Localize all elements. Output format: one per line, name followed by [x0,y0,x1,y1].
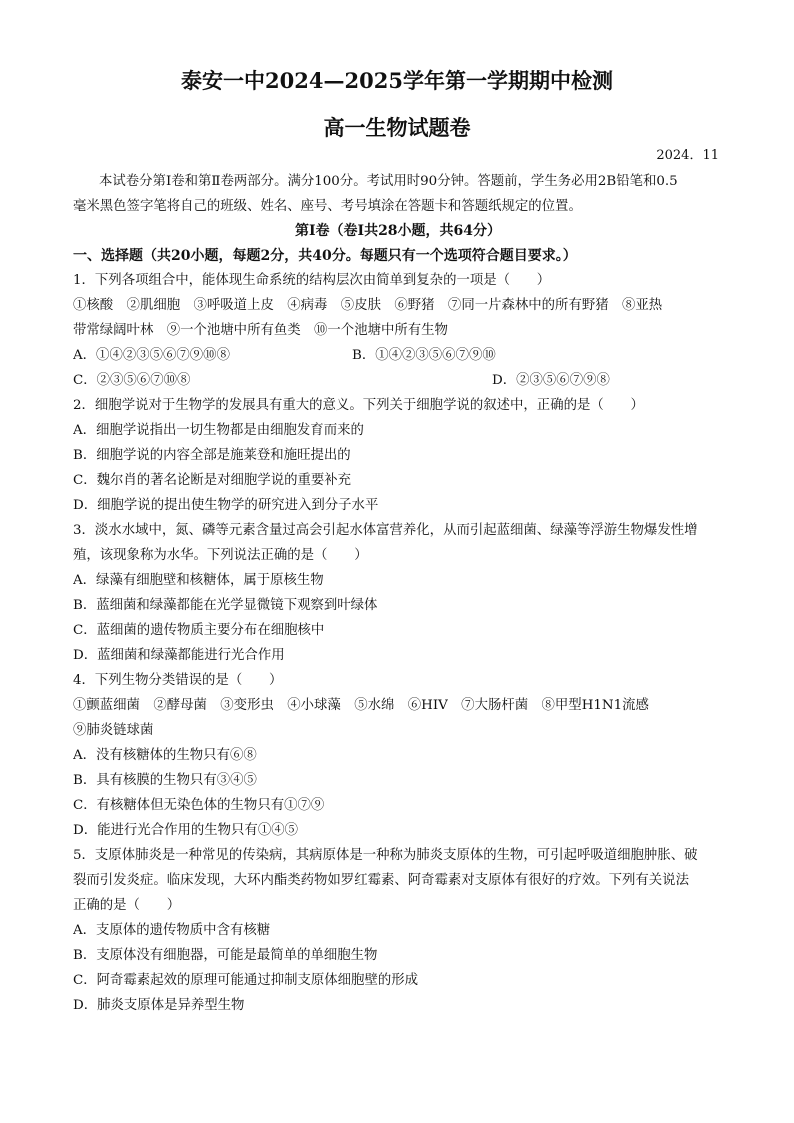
q4-option-d: D．能进行光合作用的生物只有①④⑤ [73,823,298,838]
exam-date: 2024．11 [656,148,719,163]
q5-stem-line-2: 裂而引发炎症。临床发现，大环内酯类药物如罗红霉素、阿奇霉素对支原体有很好的疗效。下列有关说法 [73,873,689,888]
q1-option-c: C．②③⑤⑥⑦⑩⑧ [73,373,191,388]
q2-option-c: C．魏尔肖的著名论断是对细胞学说的重要补充 [73,473,352,488]
q1-items-line-1: ①核酸 ②肌细胞 ③呼吸道上皮 ④病毒 ⑤皮肤 ⑥野猪 ⑦同一片森林中的所有野猪 ⑧亚热 [73,298,663,313]
q5-option-c: C．阿奇霉素起效的原理可能通过抑制支原体细胞壁的形成 [73,973,419,988]
exam-subtitle: 高一生物试题卷 [323,115,471,140]
q1-stem: 1．下列各项组合中，能体现生命系统的结构层次由简单到复杂的一项是（ ） [73,273,551,288]
q2-option-d: D．细胞学说的提出使生物学的研究进入到分子水平 [73,498,379,513]
q3-option-a: A．绿藻有细胞壁和核糖体，属于原核生物 [73,573,324,588]
exam-title: 泰安一中2024—2025学年第一学期期中检测 [181,68,613,93]
q4-option-a: A．没有核糖体的生物只有⑥⑧ [73,748,257,763]
q2-stem: 2．细胞学说对于生物学的发展具有重大的意义。下列关于细胞学说的叙述中，正确的是（ ） [73,398,644,413]
q4-items-line-2: ⑨肺炎链球菌 [73,723,154,738]
q1-option-b: B．①④②③⑤⑥⑦⑨⑩ [352,348,496,363]
section-heading: 第Ⅰ卷（卷Ⅰ共28小题，共64分） [294,223,502,239]
q4-option-c: C．有核糖体但无染色体的生物只有①⑦⑨ [73,798,325,813]
q1-option-a: A．①④②③⑤⑥⑦⑨⑩⑧ [73,348,230,363]
q5-option-a: A．支原体的遗传物质中含有核糖 [73,923,271,938]
q3-option-d: D．蓝细菌和绿藻都能进行光合作用 [73,648,285,663]
q5-option-d: D．肺炎支原体是异养型生物 [73,998,245,1013]
q5-stem-line-1: 5．支原体肺炎是一种常见的传染病，其病原体是一种称为肺炎支原体的生物，可引起呼吸道细胞肿胀、破 [73,848,698,863]
q4-stem: 4．下列生物分类错误的是（ ） [73,673,283,688]
q1-option-d: D．②③⑤⑥⑦⑨⑧ [492,373,610,388]
intro-line-2: 毫米黑色签字笔将自己的班级、姓名、座号、考号填涂在答题卡和答题纸规定的位置。 [73,199,582,214]
q3-stem-line-2: 殖，该现象称为水华。下列说法正确的是（ ） [73,548,368,563]
q5-option-b: B．支原体没有细胞器，可能是最简单的单细胞生物 [73,948,378,963]
q3-option-c: C．蓝细菌的遗传物质主要分布在细胞核中 [73,623,325,638]
q5-stem-line-3: 正确的是（ ） [73,898,181,913]
q2-option-a: A．细胞学说指出一切生物都是由细胞发育而来的 [73,423,364,438]
intro-line-1: 本试卷分第Ⅰ卷和第Ⅱ卷两部分。满分100分。考试用时90分钟。答题前，学生务必用2B铅笔和0.5 [99,174,678,189]
q3-option-b: B．蓝细菌和绿藻都能在光学显微镜下观察到叶绿体 [73,598,378,613]
q4-items-line-1: ①颤蓝细菌 ②酵母菌 ③变形虫 ④小球藻 ⑤水绵 ⑥HIV ⑦大肠杆菌 ⑧甲型H1N1流感 [73,698,649,713]
q3-stem-line-1: 3．淡水水域中，氮、磷等元素含量过高会引起水体富营养化，从而引起蓝细菌、绿藻等浮游生物爆发性增 [73,523,698,538]
part-title: 一、选择题（共20小题，每题2分，共40分。每题只有一个选项符合题目要求。） [73,248,577,264]
q2-option-b: B．细胞学说的内容全部是施莱登和施旺提出的 [73,448,351,463]
q4-option-b: B．具有核膜的生物只有③④⑤ [73,773,257,788]
q1-items-line-2: 带常绿阔叶林 ⑨一个池塘中所有鱼类 ⑩一个池塘中所有生物 [73,323,448,338]
